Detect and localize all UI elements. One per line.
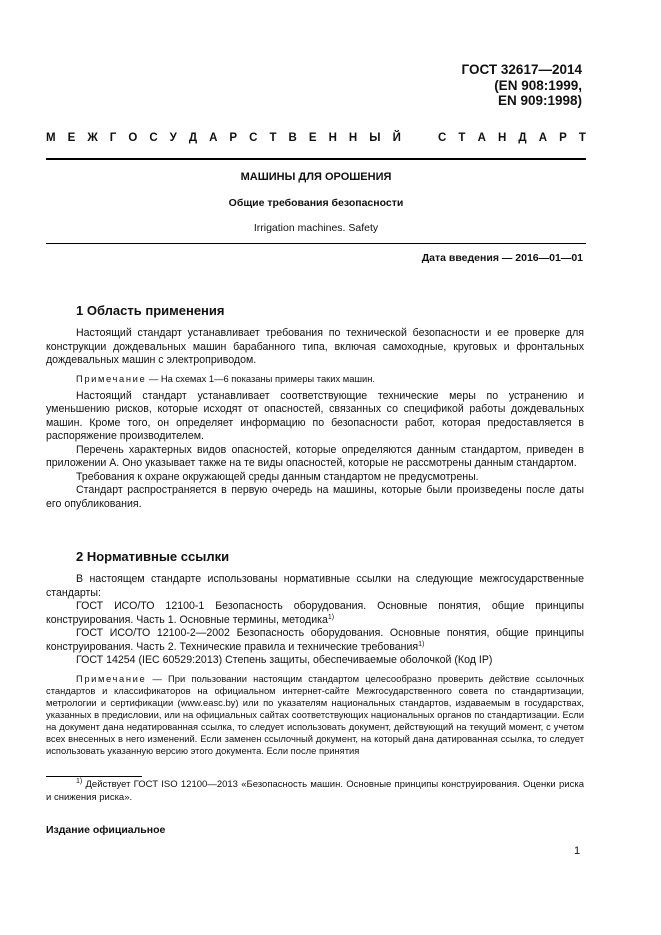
note-label: Примечание [76, 372, 147, 384]
banner-letter: Н [328, 132, 337, 144]
banner-letter: Й [392, 132, 401, 144]
equivalent-standard: (EN 908:1999, [494, 77, 582, 93]
reference-text: ГОСТ ИСО/ТО 12100-2—2002 Безопасность оборудования. Основные понятия, общие принципы конструирования. Часть 2. Технические правила и технические требования [46, 627, 584, 653]
banner-letter: Т [578, 132, 586, 144]
section-heading: 2 Нормативные ссылки [76, 549, 230, 564]
banner-letter: Г [109, 132, 117, 144]
footnote-mark: 1) [76, 778, 83, 785]
banner-letter: А [209, 132, 218, 144]
banner-letter: Ы [369, 132, 381, 144]
paragraph: Перечень характерных видов опасностей, которые определяются данным стандартом, приведен в приложении А. Оно указывает также на те виды опасностей, которые не рассмотрены данным стандартом. [46, 443, 584, 469]
note-text: — На схемах 1—6 показаны примеры таких машин. [146, 372, 375, 384]
note-label: Примечание [76, 672, 147, 684]
gost-number: ГОСТ 32617—2014 [461, 62, 582, 77]
banner-letter: Т [269, 132, 277, 144]
page-number: 1 [574, 845, 581, 857]
equivalent-standard: EN 909:1998) [497, 93, 582, 108]
banner-letter: Д [188, 132, 198, 144]
banner-letter: А [477, 132, 486, 144]
banner-letter: С [438, 132, 447, 144]
paragraph: Настоящий стандарт устанавливает требования по технической безопасности и ее проверке для конструкции дождевальных машин барабанного типа, включая самоходные, круговых и фронтальных дождевальных машин с электроприводом. [46, 327, 584, 366]
banner-letter: Н [497, 132, 507, 144]
banner-letter: Е [308, 132, 317, 144]
paragraph: Требования к охране окружающей среды данным стандартом не предусмотрены. [76, 470, 479, 483]
banner-letter: Е [67, 132, 76, 144]
footnote-ref: 1) [327, 613, 335, 621]
reference [46, 600, 584, 627]
introduction-date: Дата введения — 2016—01—01 [421, 252, 583, 264]
banner-letter: А [538, 132, 548, 144]
paragraph: Настоящий стандарт устанавливает соответствующие технические меры по устранению и уменьшению рисков, которые исходят от опасностей, связанных со спецификой работы дождевальных машин. Кроме того, он определяет информацию по безопасности работ, которая предоставляется в распоряжение производителем. [46, 389, 584, 442]
banner-letter: Д [518, 132, 527, 144]
banner-letter: М [46, 132, 56, 144]
section-heading: 1 Область применения [76, 303, 225, 318]
header-rule [46, 158, 586, 160]
banner-letter: Ж [87, 132, 98, 144]
document-subtitle: Общие требования безопасности [228, 197, 404, 209]
banner-letter: Н [348, 132, 358, 144]
section-body [46, 327, 584, 511]
banner-letter: С [149, 132, 158, 144]
banner-letter: Т [458, 132, 466, 144]
footnote-rule [46, 776, 142, 777]
section-body [46, 573, 584, 757]
footnote [46, 778, 584, 804]
banner-word-interstate [46, 132, 401, 144]
banner-letter: Р [229, 132, 238, 144]
title-rule [46, 243, 586, 244]
note [46, 373, 584, 385]
reference [46, 627, 584, 654]
banner-letter: Р [559, 132, 567, 144]
footnote-text: Действует ГОСТ ISO 12100—2013 «Безопасность машин. Основные принципы конструирования. Оценки риска и снижения риска». [46, 779, 584, 803]
document-title: МАШИНЫ ДЛЯ ОРОШЕНИЯ [240, 171, 392, 183]
note [46, 673, 584, 757]
banner-letter: О [128, 132, 138, 144]
footnote-ref: 1) [418, 640, 425, 648]
banner-letter: С [249, 132, 258, 144]
edition-label: Издание официальное [46, 824, 166, 836]
english-title: Irrigation machines. Safety [253, 222, 379, 234]
paragraph: Стандарт распространяется в первую очередь на машины, которые были произведены после даты его опубликования. [46, 484, 584, 510]
note-text: — При пользовании настоящим стандартом целесообразно проверить действие ссылочных стандартов и классификаторов на официальном интернет-сайте Межгосударственного совета по стандартизации, метрологии и сертификации (www.easc.by) или по указателям национальных стандартов, издаваемым в государствах, указанных в предисловии, или на официальных сайтах соответствующих национальных органов по стандартизации. Если на документ дана недатированная ссылка, то следует использовать документ, действующий на текущий момент, с учетом всех внесенных в него изменений. Если заменен ссылочный документ, на который дана датированная ссылка, то следует использовать указанную версию этого документа. Если после принятия [46, 672, 584, 756]
reference: ГОСТ 14254 (IEC 60529:2013) Степень защиты, обеспечиваемые оболочкой (Код IP) [76, 654, 493, 666]
paragraph: В настоящем стандарте использованы нормативные ссылки на следующие межгосударственные стандарты: [46, 573, 584, 599]
banner-letter: В [288, 132, 297, 144]
interstate-standard-banner [46, 132, 586, 144]
banner-letter: У [169, 132, 177, 144]
reference-text: ГОСТ ИСО/ТО 12100-1 Безопасность оборудования. Основные понятия, общие принципы конструирования. Часть 1. Основные термины, методика [46, 600, 584, 626]
gost-designation [462, 62, 582, 109]
banner-word-standard [438, 132, 586, 144]
